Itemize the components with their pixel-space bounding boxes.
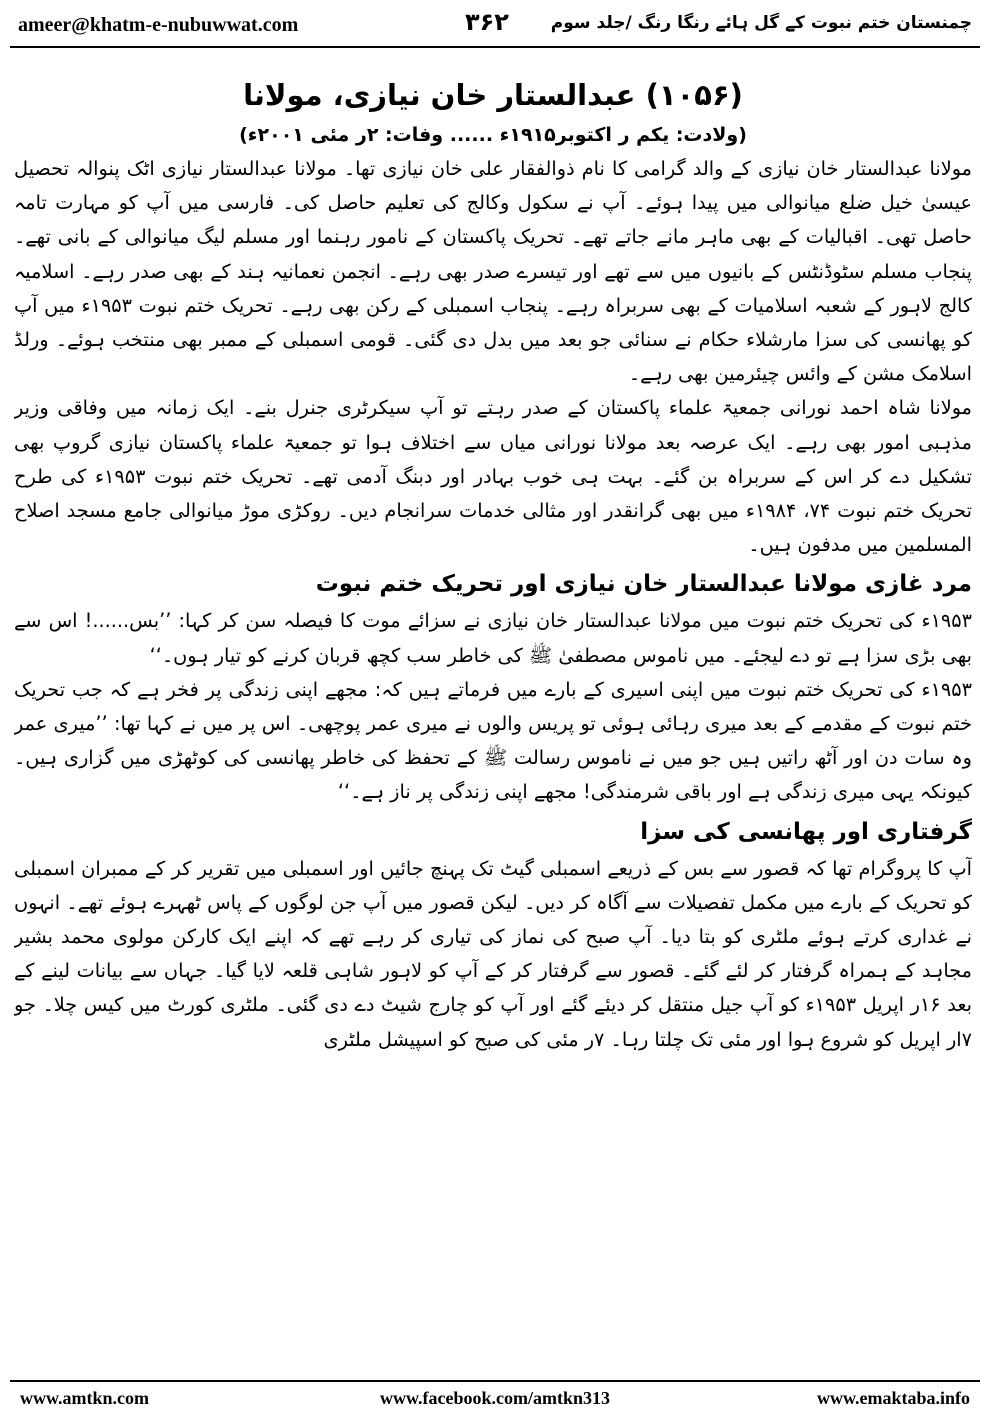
section-heading: گرفتاری اور پھانسی کی سزا (640, 818, 972, 845)
paragraph: ۱۹۵۳ء کی تحریک ختم نبوت میں مولانا عبدالستار خان نیازی نے سزائے موت کا فیصلہ سن کر کہا: ’’بس......! اس سے بھی بڑی سزا ہے تو دے لیجئے۔ میں ناموس مصطفیٰ ﷺ کی خاطر سب کچھ قربان کرنے کو تیار ہوں۔‘‘ (14, 609, 972, 667)
page-number: ۳۶۲ (465, 8, 509, 36)
footer-link-facebook[interactable]: www.facebook.com/amtkn313 (380, 1388, 610, 1408)
header-email: ameer@khatm-e-nubuwwat.com (18, 14, 299, 36)
article-title: (۱۰۵۶) عبدالستار خان نیازی، مولانا (243, 78, 743, 112)
paragraph: ۱۹۵۳ء کی تحریک ختم نبوت میں اپنی اسیری کے بارے میں فرماتے ہیں کہ: مجھے اپنی زندگی پر فخر ہے کہ جب تحریک ختم نبوت کے مقدمے کے بعد میری رہائی ہوئی تو پریس والوں نے میری عمر پوچھی۔ اس پر میں نے کہا تھا: ’’میری عمر وہ سات دن اور آٹھ راتیں ہیں جو میں نے ناموس رسالت ﷺ کے تحفظ کی خاطر پھانسی کی کوٹھڑی میں گزاری ہیں۔ کیونکہ یہی میری زندگی ہے اور باقی شرمندگی! مجھے اپنی زندگی پر ناز ہے۔‘‘ (14, 677, 972, 804)
page-content (14, 62, 972, 1372)
book-title: چمنستان ختم نبوت کے گل ہائے رنگا رنگ /جلد سوم (550, 13, 972, 33)
footer-divider (10, 1380, 980, 1382)
footer-link-amtkn[interactable]: www.amtkn.com (20, 1388, 149, 1408)
paragraph: مولانا عبدالستار خان نیازی کے والد گرامی کا نام ذوالفقار علی خان نیازی تھا۔ مولانا عبدالستار نیازی اٹک پنوالہ تحصیل عیسیٰ خیل ضلع میانوالی میں پیدا ہوئے۔ آپ نے سکول وکالج کی تعلیم حاصل کی۔ فارسی میں آپ کو مہارت تامہ حاصل تھی۔ اقبالیات کے بھی ماہر مانے جاتے تھے۔ تحریک پاکستان کے نامور رہنما اور مسلم لیگ میانوالی کے بانی تھے۔ پنجاب مسلم سٹوڈنٹس کے بانیوں میں سے تھے اور تیسرے صدر بھی رہے۔ انجمن نعمانیہ ہند کے بھی صدر رہے۔ اسلامیہ کالج لاہور کے شعبہ اسلامیات کے بھی سربراہ رہے۔ پنجاب اسمبلی کے رکن بھی رہے۔ تحریک ختم نبوت ۱۹۵۳ء میں آپ کو پھانسی کی سزا مارشلاء حکام نے سنائی جو بعد میں بدل دی گئی۔ قومی اسمبلی کے ممبر بھی منتخب ہوئے۔ ورلڈ اسلامک مشن کے وائس چیئرمین بھی رہے۔ (14, 157, 972, 386)
section-heading: مرد غازی مولانا عبدالستار خان نیازی اور تحریک ختم نبوت (315, 571, 972, 598)
header-divider (10, 46, 980, 48)
article-dates: (ولادت: یکم ر اکتوبر۱۹۱۵ء ...... وفات: ۲ر مئی ۲۰۰۱ء) (239, 124, 747, 146)
paragraph: آپ کا پروگرام تھا کہ قصور سے بس کے ذریعے اسمبلی گیٹ تک پہنچ جائیں اور اسمبلی میں تقریر کر کے ممبران اسمبلی کو تحریک کے بارے میں مکمل تفصیلات سے آگاہ کر دیں۔ لیکن قصور میں آپ جن لوگوں کے پاس ٹھہرے ہوئے تھے۔ انہوں نے غداری کرتے ہوئے ملٹری کو بتا دیا۔ آپ صبح کی نماز کی تیاری کر رہے تھے کہ اپنے ایک کارکن مولوی محمد بشیر مجاہد کے ہمراہ گرفتار کر لئے گئے۔ قصور سے گرفتار کر کے آپ کو لاہور شاہی قلعہ لایا گیا۔ جہاں سے بیانات لینے کے بعد ۱۶ر اپریل ۱۹۵۳ء کو آپ جیل منتقل کر دیئے گئے اور آپ کو چارج شیٹ دے دی گئی۔ ملٹری کورٹ میں کیس چلا۔ جو ۷ار اپریل کو شروع ہوا اور مئی تک چلتا رہا۔ ۷ر مئی کی صبح کو اسپیشل ملٹری (14, 856, 972, 1051)
paragraph: مولانا شاہ احمد نورانی جمعیۃ علماء پاکستان کے صدر رہتے تو آپ سیکرٹری جنرل بنے۔ ایک زمانہ میں وفاقی وزیر مذہبی امور بھی رہے۔ ایک عرصہ بعد مولانا نورانی میاں سے اختلاف ہوا تو جمعیۃ علماء پاکستان نیازی گروپ بھی تشکیل دے کر اس کے سربراہ بن گئے۔ بہت ہی خوب بہادر اور دبنگ آدمی تھے۔ تحریک ختم نبوت ۱۹۵۳ء کی طرح تحریک ختم نبوت ۷۴، ۱۹۸۴ء میں بھی گرانقدر اور مثالی خدمات سرانجام دیں۔ روکڑی موڑ میانوالی جامع مسجد اصلاح المسلمین میں مدفون ہیں۔ (14, 396, 972, 557)
page-footer (10, 1388, 980, 1412)
footer-link-emaktaba[interactable]: www.emaktaba.info (816, 1388, 970, 1408)
page-header (10, 8, 980, 42)
